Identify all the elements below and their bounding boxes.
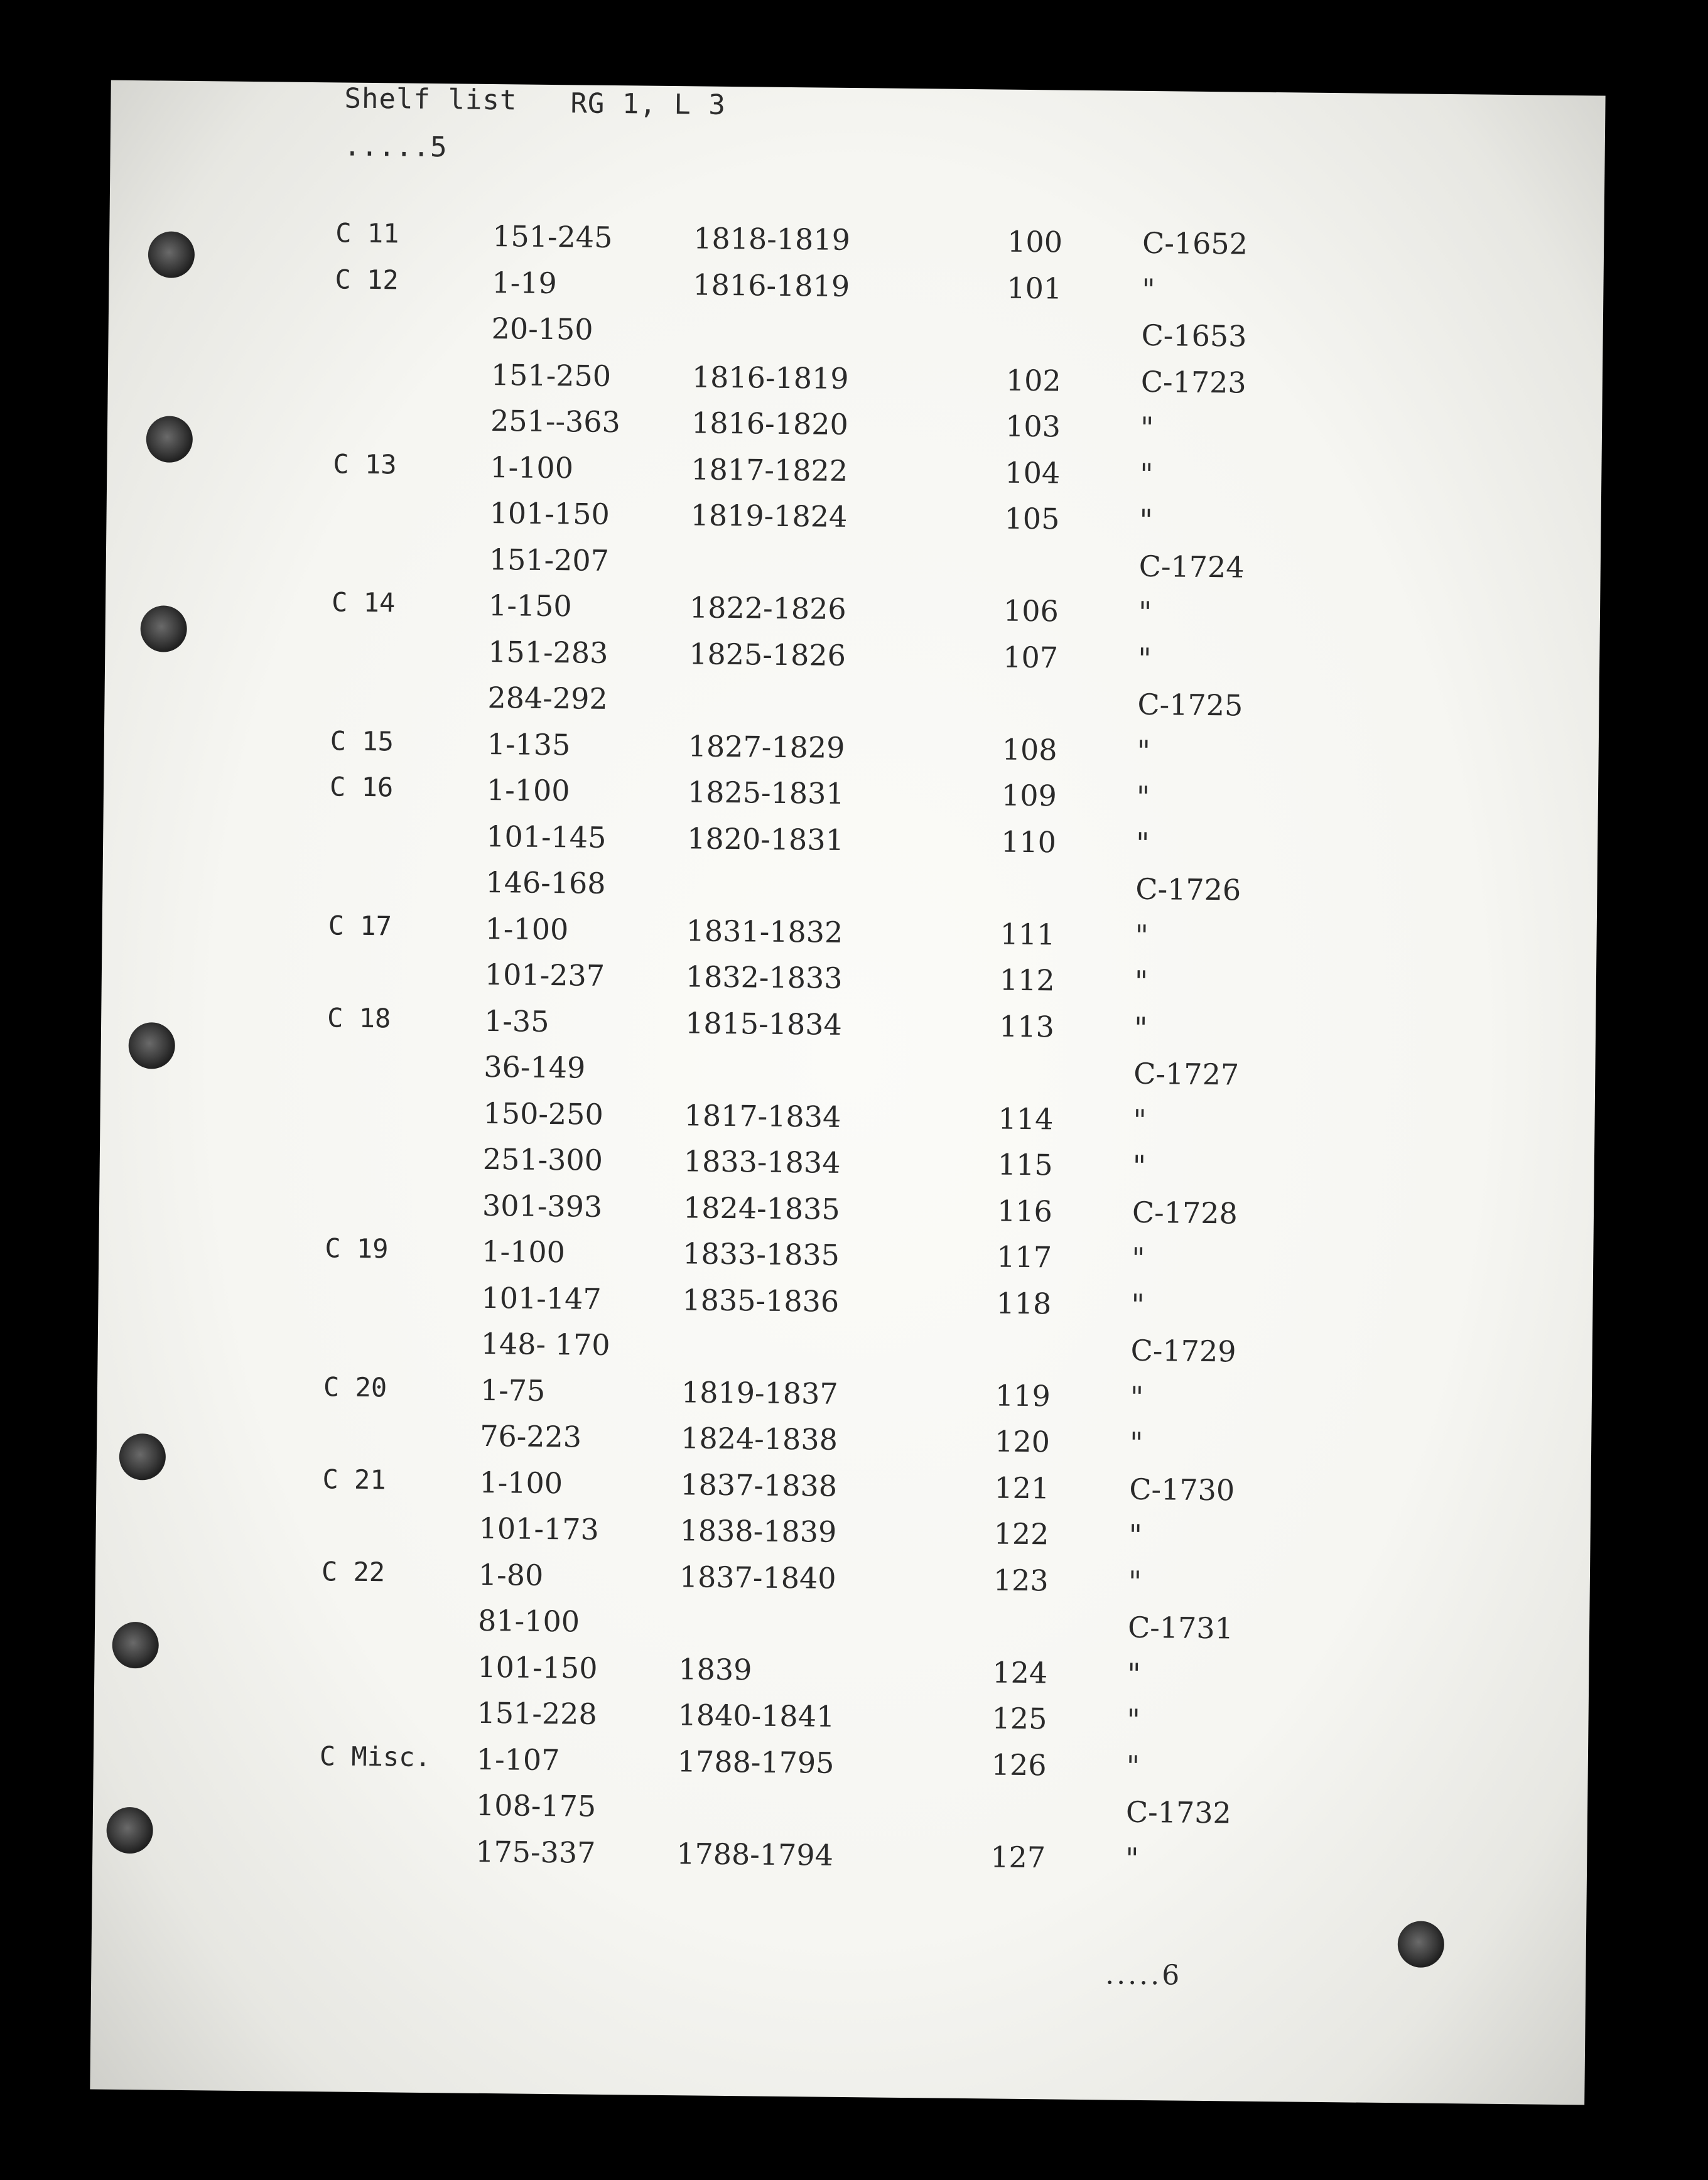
box-number-cell: C 13 — [333, 448, 397, 480]
volume-number-cell: 116 — [997, 1194, 1053, 1228]
punch-hole-1 — [148, 231, 195, 278]
microfilm-reel-cell: " — [1140, 456, 1154, 491]
date-range-cell: 1817-1834 — [684, 1098, 841, 1134]
page-continuation: .....5 — [343, 130, 448, 164]
document-range-cell: 1-35 — [484, 1003, 549, 1039]
box-number-cell: C 15 — [330, 725, 394, 757]
date-range-cell: 1816-1820 — [691, 406, 849, 441]
microfilm-reel-cell: " — [1134, 964, 1149, 998]
date-range-cell: 1818-1819 — [693, 221, 851, 257]
document-range-cell: 101-145 — [485, 819, 607, 855]
box-number-cell: C 12 — [335, 263, 399, 295]
microfilm-reel-cell: " — [1126, 1749, 1140, 1783]
document-range-cell: 151-228 — [477, 1695, 598, 1731]
microfilm-reel-cell: " — [1136, 779, 1150, 814]
microfilm-reel-cell: C-1723 — [1140, 364, 1246, 400]
document-range-cell: 101-173 — [478, 1511, 600, 1546]
document-range-cell: 148- 170 — [480, 1326, 610, 1362]
microfilm-reel-cell: " — [1131, 1241, 1145, 1275]
punch-hole-7 — [106, 1807, 153, 1854]
microfilm-reel-cell: " — [1135, 918, 1149, 952]
volume-number-cell: 112 — [999, 963, 1055, 998]
microfilm-reel-cell: " — [1128, 1518, 1143, 1552]
microfilm-reel-cell: C-1652 — [1142, 225, 1248, 261]
date-range-cell: 1788-1794 — [676, 1836, 834, 1872]
document-range-cell: 20-150 — [491, 311, 593, 347]
document-range-cell: 1-75 — [480, 1373, 546, 1408]
date-range-cell: 1816-1819 — [691, 359, 849, 396]
box-number-cell: C 16 — [329, 771, 394, 803]
document-range-cell: 1-80 — [478, 1557, 544, 1592]
box-number-cell: C 18 — [327, 1001, 391, 1033]
volume-number-cell: 106 — [1003, 593, 1059, 629]
document-range-cell: 1-100 — [479, 1465, 563, 1500]
punch-hole-3 — [140, 605, 187, 652]
date-range-cell: 1822-1826 — [689, 590, 847, 626]
document-range-cell: 76-223 — [479, 1418, 582, 1454]
date-range-cell: 1819-1824 — [690, 498, 848, 534]
date-range-cell: 1827-1829 — [688, 728, 845, 765]
volume-number-cell: 119 — [995, 1378, 1051, 1413]
document-range-cell: 1-100 — [482, 1234, 566, 1270]
date-range-cell: 1820-1831 — [686, 821, 845, 857]
microfilm-reel-cell: " — [1127, 1702, 1141, 1737]
volume-number-cell: 103 — [1005, 409, 1061, 444]
microfilm-reel-cell: C-1727 — [1133, 1056, 1240, 1092]
box-number-cell: C Misc. — [319, 1740, 431, 1773]
document-range-cell: 36-149 — [484, 1049, 586, 1085]
microfilm-reel-cell: " — [1129, 1425, 1143, 1460]
box-number-cell: C 17 — [328, 909, 392, 941]
next-page-indicator: .....6 — [1105, 1958, 1182, 1992]
punch-hole-6 — [112, 1622, 159, 1669]
date-range-cell: 1817-1822 — [691, 451, 848, 488]
volume-number-cell: 104 — [1005, 455, 1061, 490]
punch-hole-2 — [146, 416, 193, 463]
microfilm-reel-cell: " — [1138, 595, 1152, 630]
microfilm-reel-cell: " — [1128, 1564, 1142, 1599]
volume-number-cell: 108 — [1002, 732, 1057, 767]
document-range-cell: 1-135 — [487, 726, 571, 762]
date-range-cell: 1815-1834 — [684, 1005, 843, 1042]
volume-number-cell: 122 — [993, 1516, 1049, 1551]
header-record-group: RG 1, L 3 — [570, 87, 727, 121]
document-range-cell: 1-100 — [490, 450, 574, 485]
document-range-cell: 301-393 — [482, 1188, 603, 1224]
date-range-cell: 1838-1839 — [679, 1513, 837, 1549]
volume-number-cell: 105 — [1004, 501, 1060, 536]
date-range-cell: 1825-1831 — [687, 775, 845, 811]
punch-hole-4 — [128, 1022, 175, 1069]
document-range-cell: 1-100 — [486, 772, 570, 808]
document-range-cell: 1-150 — [488, 588, 572, 623]
volume-number-cell: 111 — [1000, 917, 1056, 951]
volume-number-cell: 100 — [1007, 224, 1063, 259]
date-range-cell: 1825-1826 — [689, 636, 846, 672]
document-range-cell: 101-150 — [477, 1649, 598, 1685]
document-range-cell: 1-100 — [485, 911, 569, 946]
microfilm-reel-cell: " — [1137, 641, 1152, 676]
date-range-cell: 1835-1836 — [682, 1282, 840, 1319]
volume-number-cell: 121 — [994, 1470, 1050, 1505]
volume-number-cell: 115 — [997, 1147, 1053, 1182]
volume-number-cell: 118 — [996, 1285, 1052, 1320]
document-range-cell: 151-245 — [492, 219, 613, 255]
microfilm-reel-cell: " — [1133, 1103, 1147, 1137]
date-range-cell: 1819-1837 — [681, 1374, 838, 1411]
microfilm-reel-cell: C-1725 — [1137, 687, 1243, 723]
date-range-cell: 1831-1832 — [686, 913, 843, 949]
document-range-cell: 251-300 — [482, 1141, 603, 1177]
date-range-cell: 1833-1834 — [683, 1144, 841, 1180]
volume-number-cell: 107 — [1002, 640, 1059, 674]
volume-number-cell: 102 — [1005, 363, 1061, 397]
date-range-cell: 1788-1795 — [677, 1744, 835, 1780]
microfilm-reel-cell: C-1726 — [1135, 871, 1241, 907]
document-range-cell: 150-250 — [483, 1096, 604, 1131]
document-range-cell: 101-237 — [484, 957, 605, 993]
microfilm-reel-cell: C-1729 — [1130, 1333, 1236, 1369]
punch-hole-5 — [119, 1433, 166, 1481]
document-range-cell: 101-147 — [481, 1280, 602, 1316]
volume-number-cell: 113 — [998, 1009, 1055, 1044]
date-range-cell: 1816-1819 — [693, 267, 850, 303]
volume-number-cell: 126 — [991, 1747, 1047, 1782]
microfilm-reel-cell: C-1724 — [1138, 549, 1245, 585]
microfilm-reel-cell: " — [1132, 1148, 1147, 1183]
date-range-cell: 1837-1840 — [679, 1559, 836, 1595]
date-range-cell: 1837-1838 — [680, 1467, 838, 1503]
document-range-cell: 81-100 — [477, 1603, 580, 1639]
header-title: Shelf list — [344, 82, 517, 117]
volume-number-cell: 125 — [992, 1701, 1047, 1736]
microfilm-reel-cell: " — [1125, 1841, 1139, 1875]
date-range-cell: 1832-1833 — [685, 959, 843, 995]
date-range-cell: 1824-1835 — [683, 1190, 841, 1226]
volume-number-cell: 110 — [1000, 824, 1057, 859]
date-range-cell: 1824-1838 — [680, 1421, 838, 1457]
box-number-cell: C 19 — [325, 1233, 389, 1265]
microfilm-reel-cell: " — [1133, 1010, 1148, 1045]
volume-number-cell: 127 — [990, 1839, 1046, 1874]
box-number-cell: C 14 — [331, 586, 396, 618]
document-range-cell: 175-337 — [475, 1834, 596, 1870]
volume-number-cell: 109 — [1001, 778, 1057, 813]
punch-hole-8 — [1397, 1921, 1444, 1968]
microfilm-reel-cell: " — [1131, 1287, 1145, 1322]
box-number-cell: C 11 — [335, 217, 399, 249]
box-number-cell: C 22 — [321, 1555, 386, 1587]
volume-number-cell: 117 — [996, 1239, 1052, 1275]
document-range-cell: 284-292 — [487, 680, 608, 716]
date-range-cell: 1833-1835 — [683, 1236, 840, 1272]
volume-number-cell: 101 — [1007, 271, 1062, 306]
microfilm-reel-cell: C-1653 — [1141, 318, 1247, 353]
document-range-cell: 101-150 — [489, 495, 610, 531]
volume-number-cell: 120 — [994, 1424, 1051, 1459]
document-range-cell: 151-250 — [490, 357, 612, 393]
microfilm-reel-cell: " — [1142, 272, 1155, 306]
volume-number-cell: 123 — [993, 1562, 1049, 1597]
document-range-cell: 146-168 — [485, 865, 606, 900]
document-range-cell: 1-19 — [492, 265, 558, 300]
date-range-cell: 1840-1841 — [678, 1698, 835, 1734]
microfilm-reel-cell: " — [1130, 1379, 1144, 1414]
document-range-cell: 151-283 — [488, 634, 608, 670]
document-range-cell: 251--363 — [490, 403, 621, 440]
microfilm-reel-cell: C-1731 — [1127, 1610, 1234, 1646]
document-range-cell: 1-107 — [476, 1742, 560, 1777]
microfilm-reel-cell: C-1730 — [1129, 1472, 1235, 1507]
box-number-cell: C 21 — [322, 1463, 386, 1495]
document-range-cell: 108-175 — [475, 1788, 597, 1823]
microfilm-reel-cell: C-1732 — [1125, 1794, 1232, 1830]
microfilm-reel-cell: " — [1137, 733, 1151, 768]
volume-number-cell: 114 — [998, 1101, 1054, 1136]
microfilm-reel-cell: " — [1140, 410, 1154, 445]
document-page — [90, 80, 1605, 2105]
microfilm-reel-cell: " — [1135, 826, 1150, 860]
microfilm-reel-cell: " — [1139, 502, 1154, 537]
volume-number-cell: 124 — [992, 1654, 1048, 1690]
microfilm-reel-cell: C-1728 — [1132, 1195, 1238, 1231]
date-range-cell: 1839 — [678, 1651, 752, 1686]
box-number-cell: C 20 — [323, 1371, 387, 1403]
document-range-cell: 151-207 — [489, 542, 610, 578]
microfilm-reel-cell: " — [1127, 1656, 1141, 1691]
